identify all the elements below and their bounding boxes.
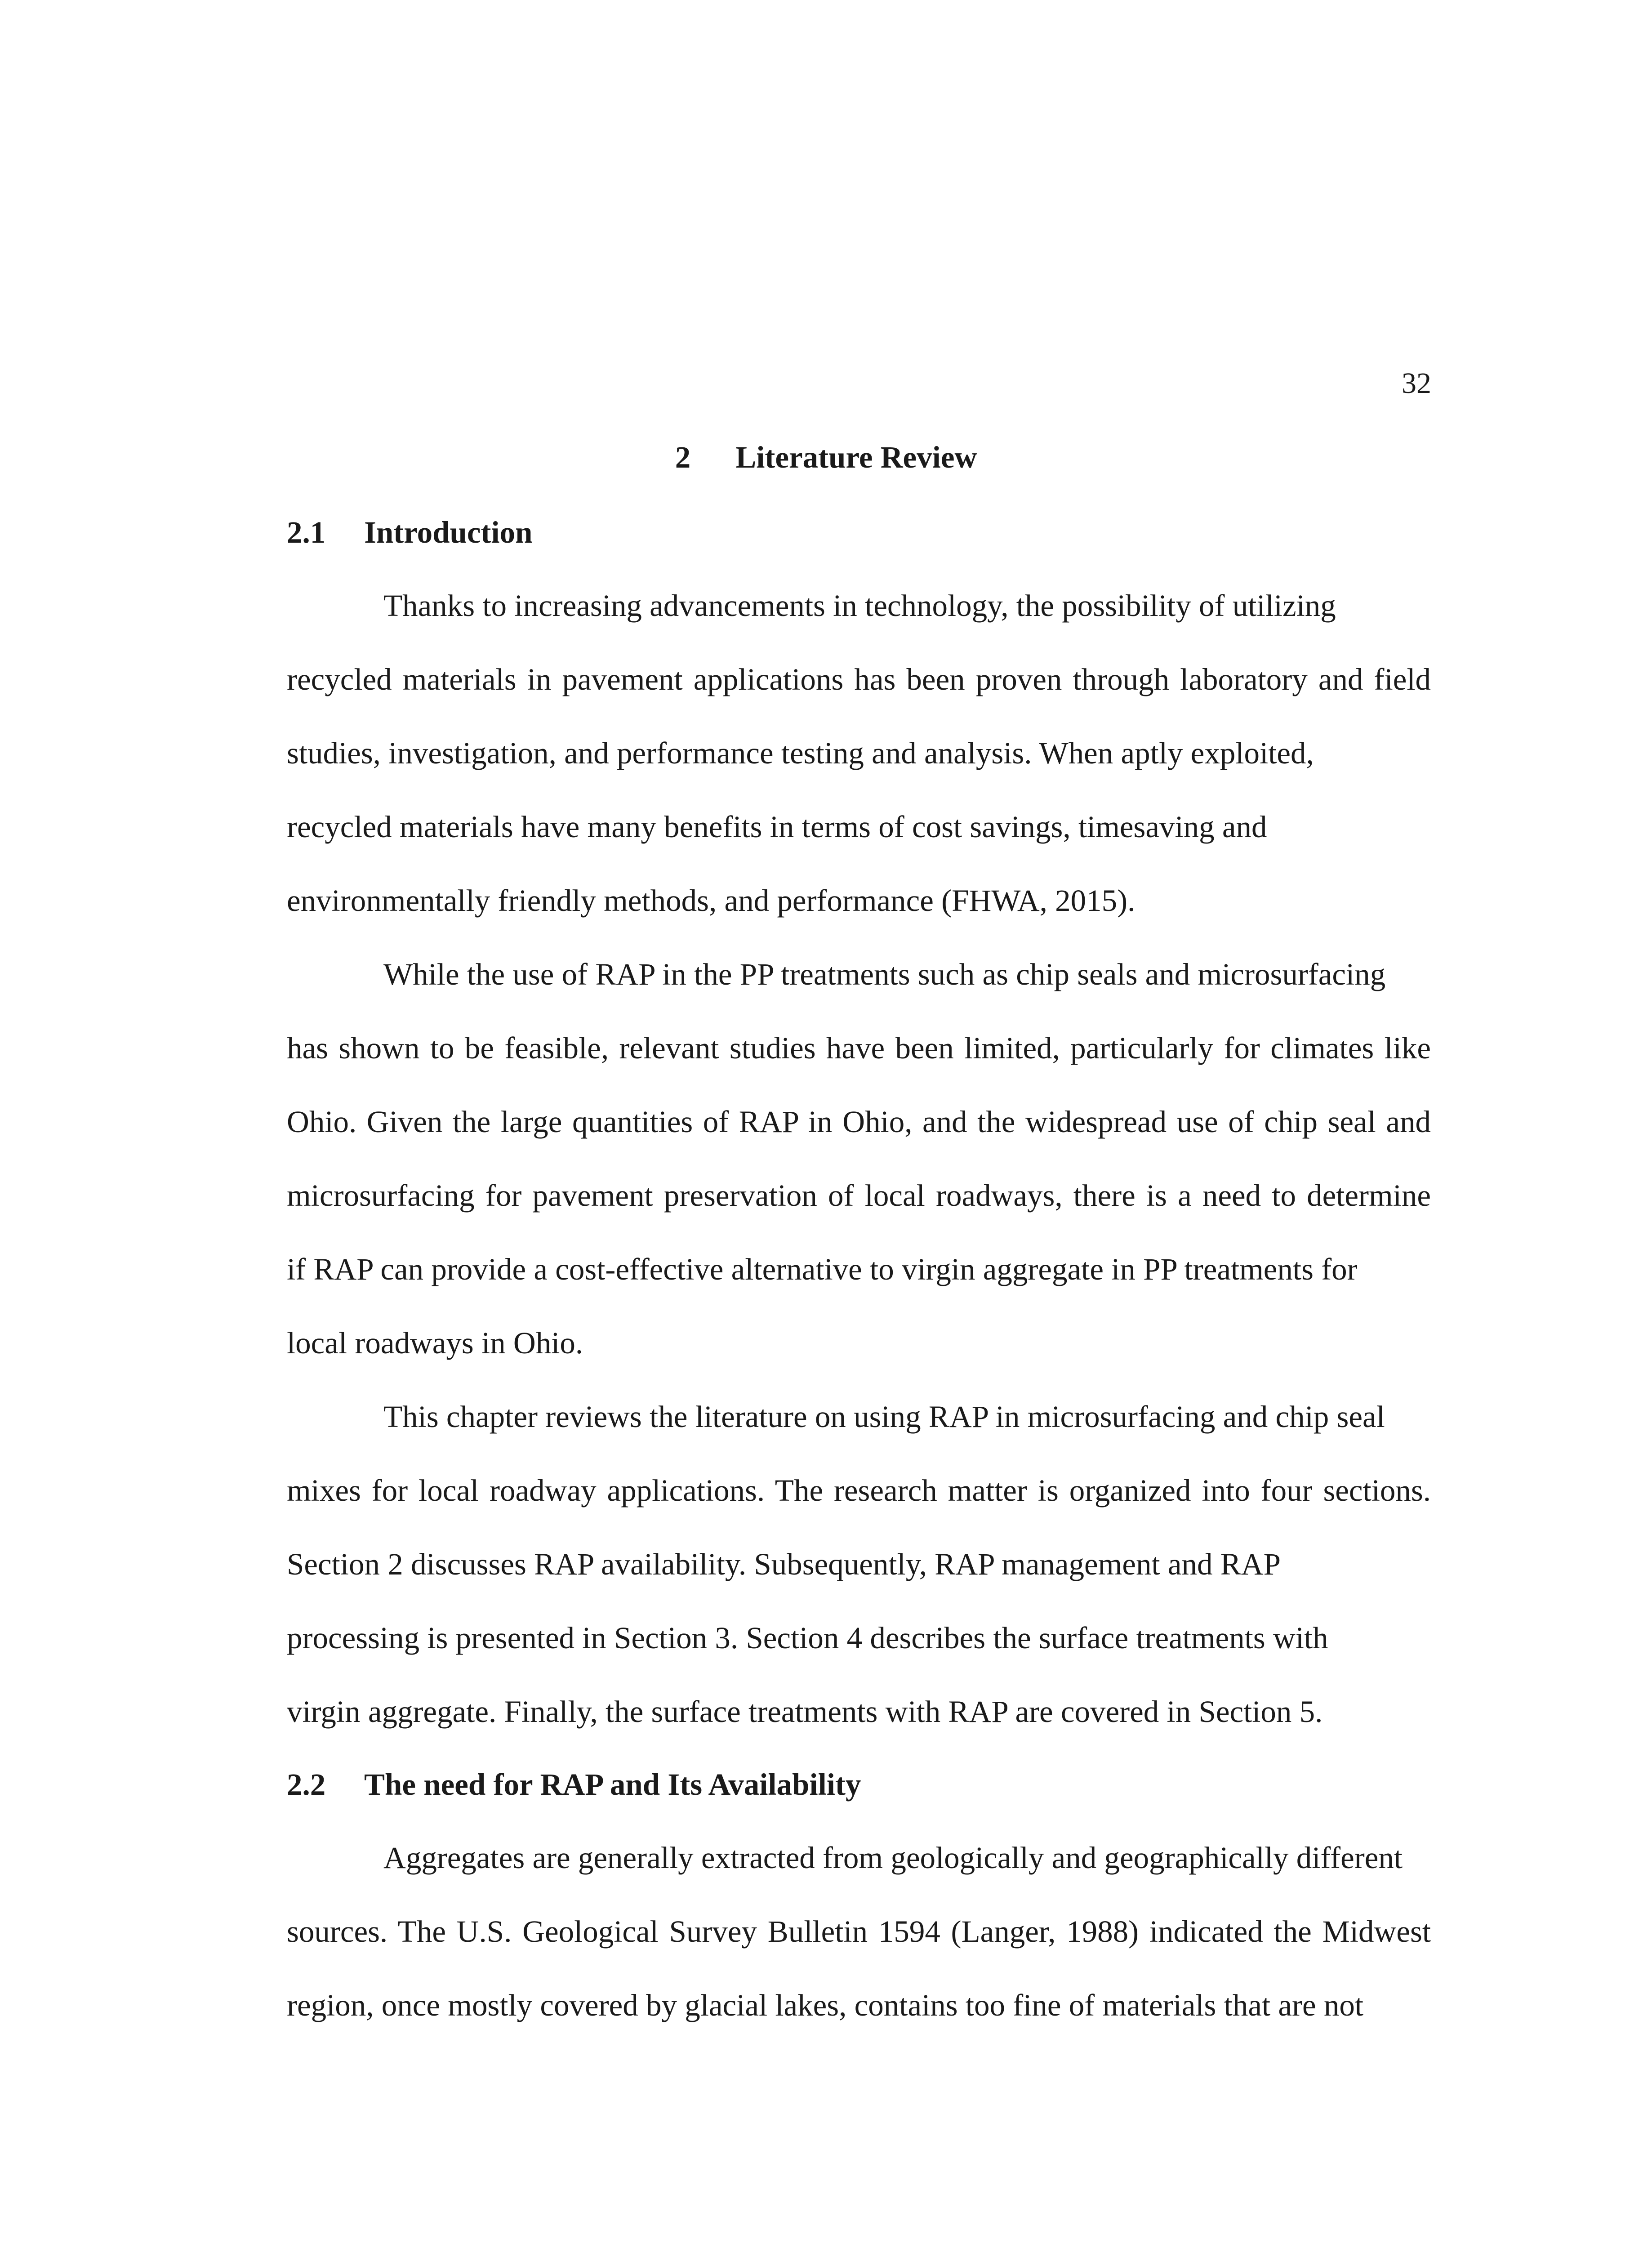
chapter-heading	[0, 442, 1652, 473]
chapter-number: 2	[675, 440, 691, 474]
section-title: Introduction	[364, 515, 533, 549]
section-heading	[287, 517, 532, 548]
paragraph-line: microsurfacing for pavement preservation of local roadways, there is a need to determine	[287, 1178, 1431, 1213]
section-number: 2.1	[287, 515, 326, 549]
paragraph-line: region, once mostly covered by glacial lakes, contains too fine of materials that are not	[287, 1988, 1364, 2022]
paragraph-line: environmentally friendly methods, and performance (FHWA, 2015).	[287, 883, 1135, 918]
paragraph-line: recycled materials in pavement applications has been proven through laboratory and field	[287, 662, 1431, 696]
section-title: The need for RAP and Its Availability	[364, 1767, 861, 1802]
paragraph-line: Section 2 discusses RAP availability. Subsequently, RAP management and RAP	[287, 1547, 1281, 1581]
paragraph-line: Aggregates are generally extracted from geologically and geographically different	[383, 1841, 1403, 1875]
chapter-title: Literature Review	[735, 440, 977, 474]
paragraph-line: Thanks to increasing advancements in technology, the possibility of utilizing	[383, 589, 1336, 623]
page-number: 32	[1402, 367, 1431, 400]
paragraph-line: Ohio. Given the large quantities of RAP in Ohio, and the widespread use of chip seal and	[287, 1105, 1431, 1139]
paragraph-line: if RAP can provide a cost-effective alternative to virgin aggregate in PP treatments for	[287, 1252, 1358, 1286]
paragraph-line: processing is presented in Section 3. Section 4 describes the surface treatments with	[287, 1621, 1328, 1655]
paragraph-line: virgin aggregate. Finally, the surface treatments with RAP are covered in Section 5.	[287, 1695, 1323, 1729]
paragraph-line: local roadways in Ohio.	[287, 1326, 583, 1360]
paragraph-line: recycled materials have many benefits in terms of cost savings, timesaving and	[287, 810, 1267, 844]
paragraph-line: has shown to be feasible, relevant studies have been limited, particularly for climates like	[287, 1031, 1431, 1065]
section-heading	[287, 1769, 861, 1800]
paragraph-line: This chapter reviews the literature on using RAP in microsurfacing and chip seal	[383, 1400, 1385, 1434]
paragraph-line: sources. The U.S. Geological Survey Bulletin 1594 (Langer, 1988) indicated the Midwest	[287, 1914, 1431, 1949]
paragraph-line: studies, investigation, and performance testing and analysis. When aptly exploited,	[287, 736, 1314, 770]
section-number: 2.2	[287, 1767, 326, 1802]
paragraph-line: While the use of RAP in the PP treatments such as chip seals and microsurfacing	[383, 957, 1386, 991]
paragraph-line: mixes for local roadway applications. The research matter is organized into four sections.	[287, 1473, 1431, 1508]
